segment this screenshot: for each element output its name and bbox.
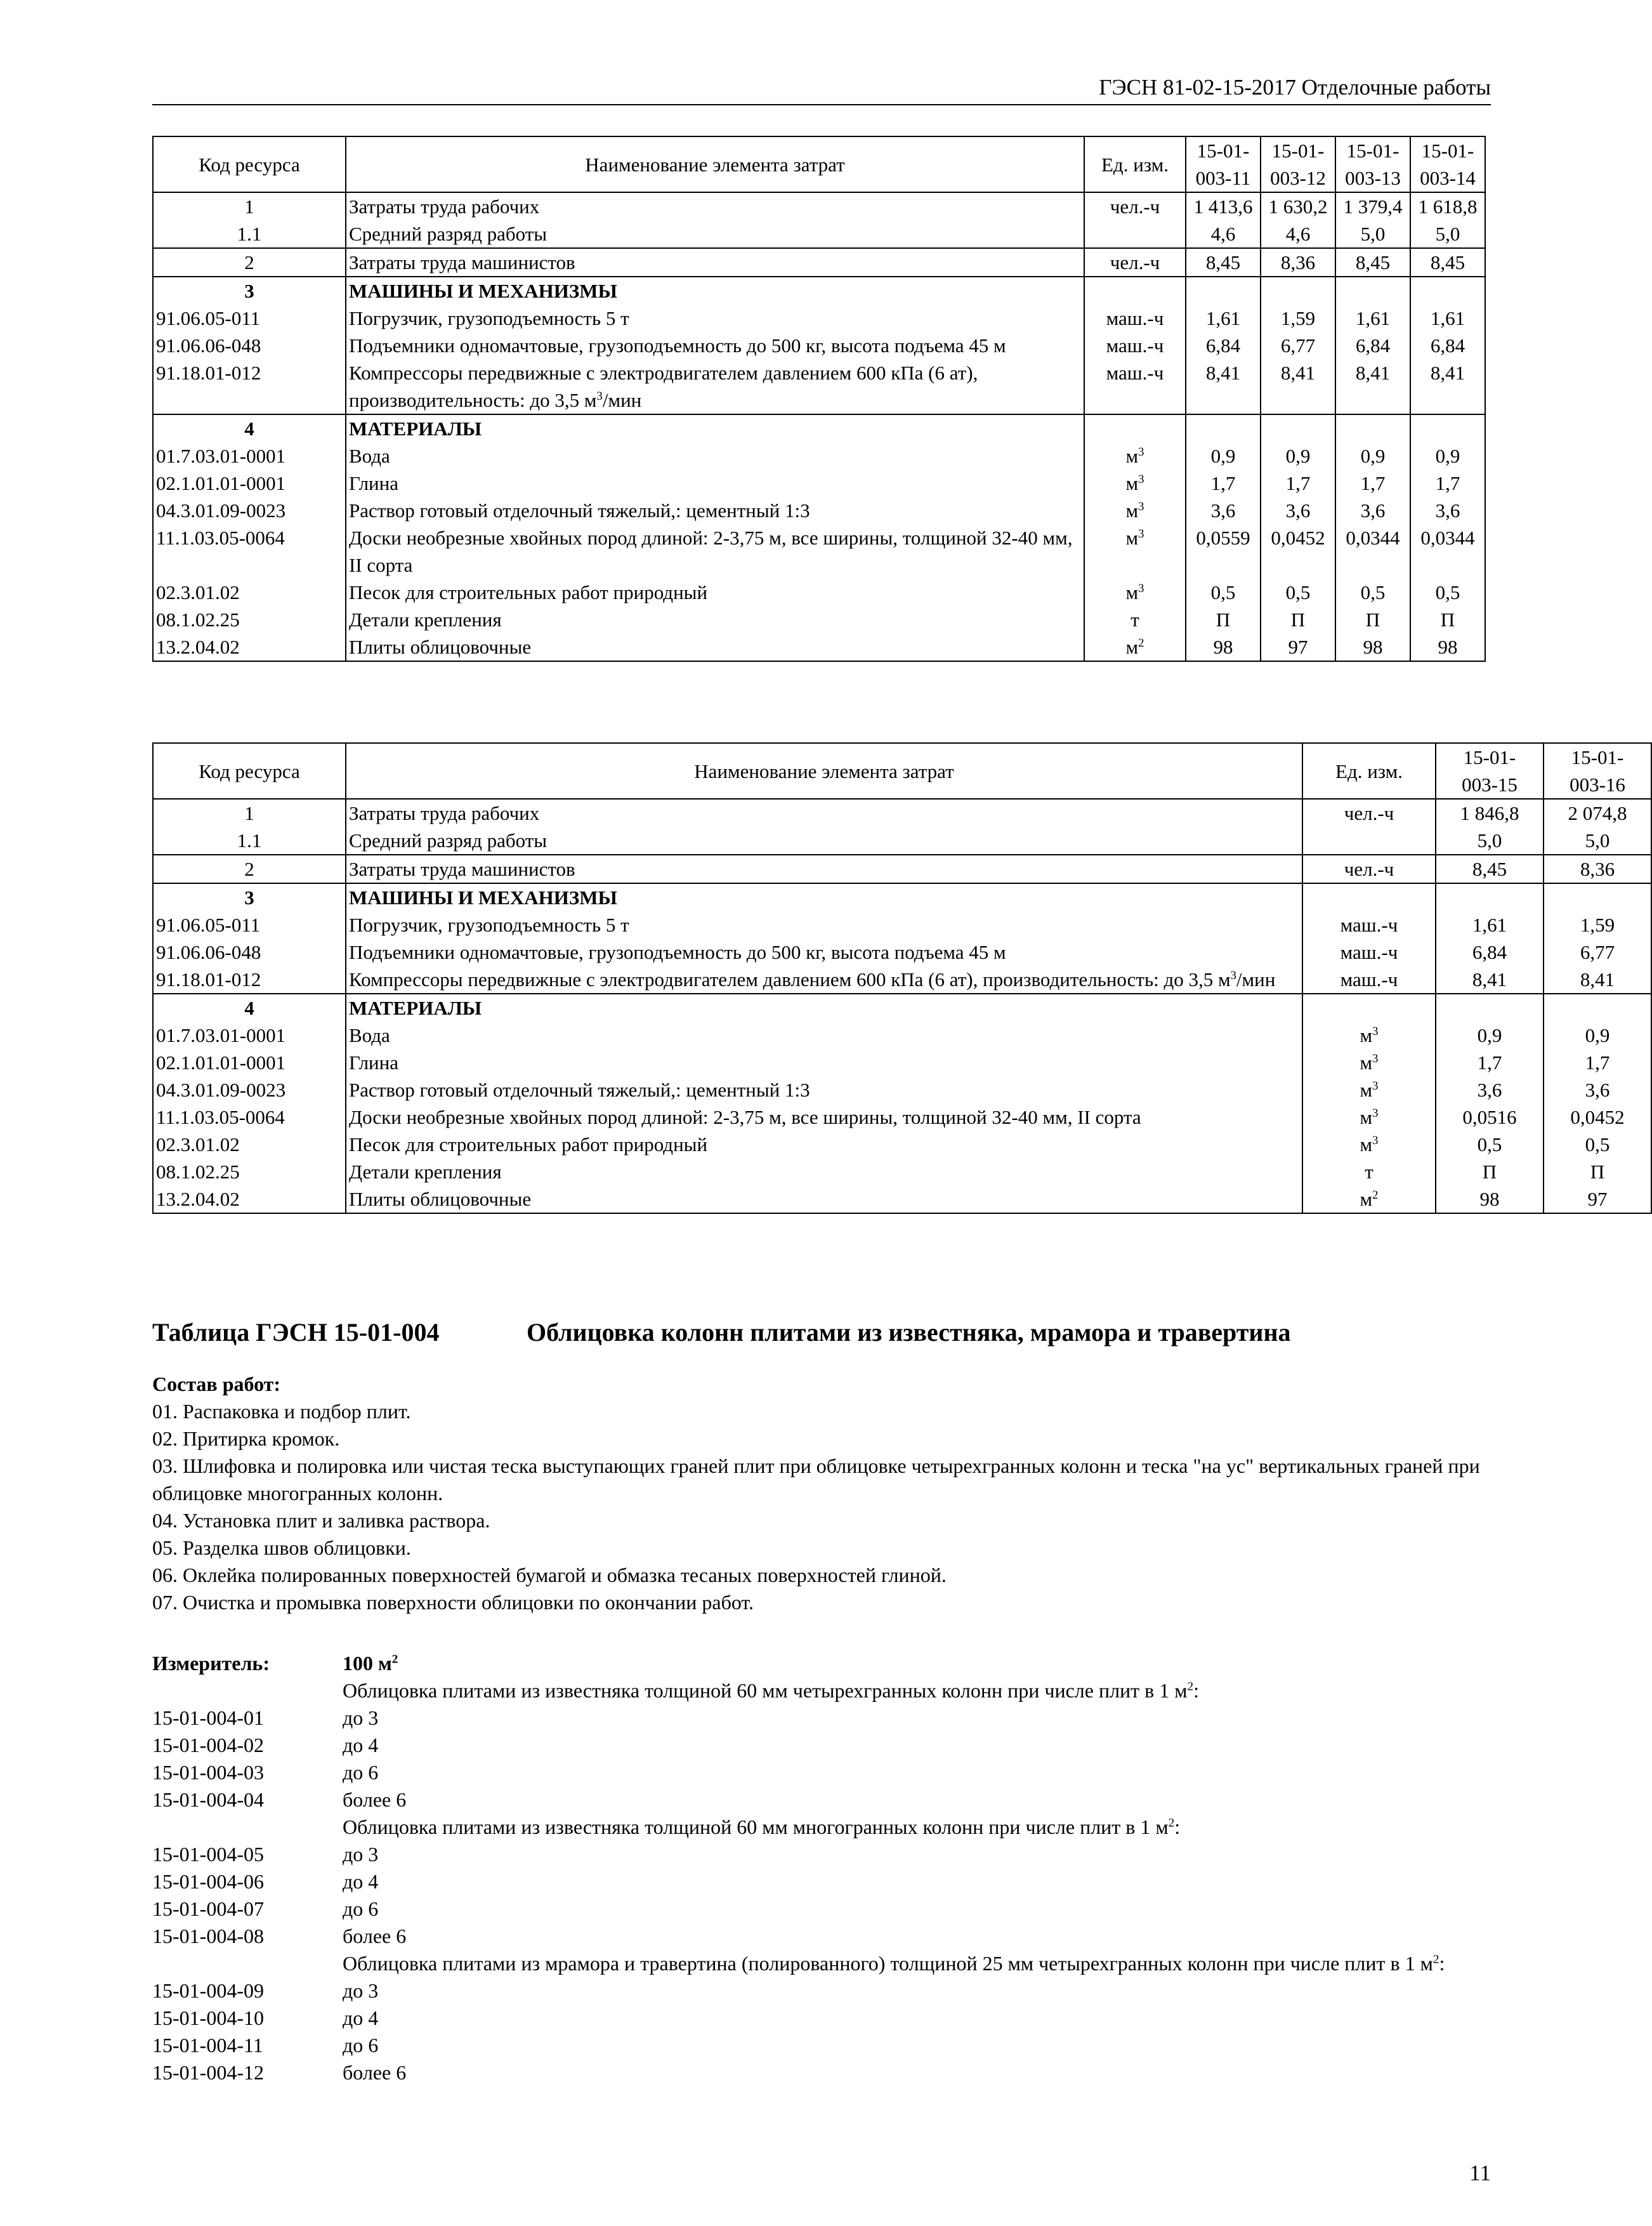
- norm-description: до 3: [343, 1706, 379, 1729]
- resource-unit: маш.-ч: [1302, 911, 1436, 938]
- norm-value: 0,5: [1544, 1131, 1651, 1158]
- resource-name: Затраты труда рабочих: [346, 192, 1084, 220]
- header-col: 15-01- 003-13: [1335, 136, 1410, 192]
- norm-value: 6,84: [1335, 332, 1410, 359]
- table-row: [153, 579, 1485, 606]
- resource-code: 04.3.01.09-0023: [153, 497, 346, 524]
- norm-value: 8,41: [1186, 359, 1261, 414]
- norm-value: 1 413,6: [1186, 192, 1261, 220]
- norm-value: 0,0559: [1186, 524, 1261, 579]
- resource-unit: [1302, 994, 1436, 1022]
- norm-description: Облицовка плитами из известняка толщиной 60 мм четырехгранных колонн при числе плит в 1 $м^2$:: [343, 1679, 1199, 1702]
- table-row: [153, 827, 1651, 855]
- cost-table-2: [152, 742, 1652, 1214]
- table-row: [153, 883, 1651, 911]
- norm-value: 8,36: [1544, 855, 1651, 883]
- resource-code: 02.3.01.02: [153, 1131, 346, 1158]
- norm-code: [152, 1814, 343, 1841]
- norm-code: [152, 1677, 343, 1704]
- resource-code: 01.7.03.01-0001: [153, 442, 346, 470]
- resource-name: Средний разряд работы: [346, 220, 1084, 248]
- resource-unit: т: [1084, 606, 1186, 633]
- resource-code: 04.3.01.09-0023: [153, 1076, 346, 1103]
- norm-description: более 6: [343, 1788, 407, 1811]
- norm-value: 1,7: [1544, 1049, 1651, 1076]
- norm-description: до 4: [343, 1870, 379, 1893]
- measure-label: Измеритель:: [152, 1652, 270, 1675]
- resource-unit: $м^2$: [1084, 633, 1186, 661]
- norm-value: 3,6: [1186, 497, 1261, 524]
- measure-row: [152, 1841, 1491, 1868]
- resource-unit: маш.-ч: [1302, 966, 1436, 994]
- norm-value: 98: [1436, 1185, 1544, 1213]
- table-row: [153, 220, 1485, 248]
- norm-value: 97: [1261, 633, 1335, 661]
- resource-unit: чел.-ч: [1302, 855, 1436, 883]
- measure-row: [152, 1977, 1491, 2005]
- table-row: [153, 192, 1485, 220]
- norm-value: 98: [1186, 633, 1261, 661]
- resource-name: Плиты облицовочные: [346, 1185, 1302, 1213]
- norm-value: 1,61: [1410, 305, 1485, 332]
- resource-unit: $м^3$: [1084, 524, 1186, 579]
- resource-name: Средний разряд работы: [346, 827, 1302, 855]
- table-row: [153, 799, 1651, 827]
- norm-description: до 4: [343, 1734, 379, 1756]
- resource-code: 91.18.01-012: [153, 966, 346, 994]
- norm-description: до 6: [343, 1761, 379, 1784]
- resource-name: Плиты облицовочные: [346, 633, 1084, 661]
- resource-unit: $м^3$: [1302, 1076, 1436, 1103]
- resource-name: Подъемники одномачтовые, грузоподъемность до 500 кг, высота подъема 45 м: [346, 938, 1302, 966]
- header-col: 15-01- 003-15: [1436, 743, 1544, 799]
- norm-value: 8,45: [1410, 248, 1485, 277]
- table-row: [153, 497, 1485, 524]
- norm-value: П: [1186, 606, 1261, 633]
- norm-value: 1 846,8: [1436, 799, 1544, 827]
- header-rule: [152, 104, 1491, 105]
- norm-value: 0,0516: [1436, 1103, 1544, 1131]
- norm-value: [1436, 994, 1544, 1022]
- resource-name: Песок для строительных работ природный: [346, 1131, 1302, 1158]
- header-code: Код ресурса: [153, 743, 346, 799]
- norm-value: 1 379,4: [1335, 192, 1410, 220]
- page-header: ГЭСН 81-02-15-2017 Отделочные работы: [1099, 75, 1491, 100]
- norm-code: 15-01-004-02: [152, 1734, 264, 1756]
- resource-name: МАТЕРИАЛЫ: [346, 994, 1302, 1022]
- resource-unit: $м^3$: [1084, 442, 1186, 470]
- table-row: [153, 414, 1485, 442]
- section-title: [152, 1317, 1491, 1348]
- resource-unit: [1302, 883, 1436, 911]
- norm-value: 0,5: [1410, 579, 1485, 606]
- norm-value: [1186, 414, 1261, 442]
- resource-code: 4: [153, 414, 346, 442]
- norm-code: [152, 1950, 343, 1977]
- norm-value: 6,84: [1410, 332, 1485, 359]
- header-unit: Ед. изм.: [1084, 136, 1186, 192]
- resource-name: Затраты труда рабочих: [346, 799, 1302, 827]
- resource-code: 4: [153, 994, 346, 1022]
- measure-row: [152, 1759, 1491, 1786]
- norm-description: до 4: [343, 2006, 379, 2029]
- works-list: [152, 1398, 1491, 1616]
- measure-row: [152, 1895, 1491, 1923]
- norm-value: П: [1544, 1158, 1651, 1185]
- resource-code: 1: [153, 799, 346, 827]
- norm-value: 3,6: [1335, 497, 1410, 524]
- norm-value: 0,0452: [1544, 1103, 1651, 1131]
- norm-value: [1261, 414, 1335, 442]
- resource-code: 91.06.05-011: [153, 911, 346, 938]
- norm-description: до 3: [343, 1979, 379, 2002]
- measure-row: [152, 1868, 1491, 1895]
- resource-name: Глина: [346, 470, 1084, 497]
- work-item: 07. Очистка и промывка поверхности облицовки по окончании работ.: [152, 1591, 754, 1614]
- table-row: [153, 1158, 1651, 1185]
- norm-value: 97: [1544, 1185, 1651, 1213]
- norm-value: 3,6: [1544, 1076, 1651, 1103]
- norm-code: 15-01-004-07: [152, 1897, 264, 1920]
- header-col: 15-01- 003-11: [1186, 136, 1261, 192]
- resource-unit: т: [1302, 1158, 1436, 1185]
- norm-value: 3,6: [1410, 497, 1485, 524]
- header-col: 15-01- 003-16: [1544, 743, 1651, 799]
- measure-row: [152, 1923, 1491, 1950]
- norm-value: П: [1335, 606, 1410, 633]
- norm-value: 0,0344: [1335, 524, 1410, 579]
- norm-value: 0,0452: [1261, 524, 1335, 579]
- measure-row: [152, 2005, 1491, 2032]
- norm-value: 0,5: [1436, 1131, 1544, 1158]
- norm-description: до 3: [343, 1843, 379, 1866]
- resource-unit: $м^2$: [1302, 1185, 1436, 1213]
- norm-value: 1,61: [1436, 911, 1544, 938]
- resource-code: 2: [153, 248, 346, 277]
- resource-name: МАШИНЫ И МЕХАНИЗМЫ: [346, 883, 1302, 911]
- resource-unit: чел.-ч: [1302, 799, 1436, 827]
- table-number: Таблица ГЭСН 15-01-004: [152, 1318, 440, 1347]
- resource-name: Детали крепления: [346, 1158, 1302, 1185]
- norm-value: [1335, 277, 1410, 305]
- resource-name: Затраты труда машинистов: [346, 855, 1302, 883]
- resource-code: 1.1: [153, 220, 346, 248]
- norm-value: 8,41: [1410, 359, 1485, 414]
- resource-name: МАШИНЫ И МЕХАНИЗМЫ: [346, 277, 1084, 305]
- norm-value: 0,0344: [1410, 524, 1485, 579]
- table-row: [153, 359, 1485, 414]
- resource-name: МАТЕРИАЛЫ: [346, 414, 1084, 442]
- norm-code: 15-01-004-01: [152, 1706, 264, 1729]
- table-title: Облицовка колонн плитами из известняка, мрамора и травертина: [527, 1318, 1291, 1347]
- resource-code: 11.1.03.05-0064: [153, 1103, 346, 1131]
- resource-unit: $м^3$: [1302, 1049, 1436, 1076]
- norm-value: 8,41: [1544, 966, 1651, 994]
- measure-row: [152, 2032, 1491, 2059]
- norm-value: 8,45: [1335, 248, 1410, 277]
- measure-row: [152, 1677, 1491, 1704]
- table-row: [153, 1049, 1651, 1076]
- resource-unit: $м^3$: [1302, 1131, 1436, 1158]
- norm-value: 1,59: [1544, 911, 1651, 938]
- header-name: Наименование элемента затрат: [346, 743, 1302, 799]
- resource-unit: [1084, 220, 1186, 248]
- norm-code: 15-01-004-04: [152, 1788, 264, 1811]
- norm-value: 1,7: [1335, 470, 1410, 497]
- table-row: [153, 305, 1485, 332]
- table-row: [153, 911, 1651, 938]
- table-row: [153, 277, 1485, 305]
- norm-code: 15-01-004-12: [152, 2061, 264, 2084]
- resource-unit: маш.-ч: [1084, 332, 1186, 359]
- resource-code: 91.06.06-048: [153, 938, 346, 966]
- resource-unit: $м^3$: [1302, 1103, 1436, 1131]
- norm-value: 0,9: [1436, 1022, 1544, 1049]
- norm-value: 1 630,2: [1261, 192, 1335, 220]
- resource-code: 02.1.01.01-0001: [153, 1049, 346, 1076]
- norm-description: до 6: [343, 1897, 379, 1920]
- norm-value: 5,0: [1436, 827, 1544, 855]
- measure-header: [152, 1650, 1491, 1677]
- norm-value: 2 074,8: [1544, 799, 1651, 827]
- norm-value: 1,7: [1186, 470, 1261, 497]
- resource-code: 3: [153, 277, 346, 305]
- table-row: [153, 994, 1651, 1022]
- norm-code: 15-01-004-08: [152, 1925, 264, 1947]
- header-code: Код ресурса: [153, 136, 346, 192]
- table-row: [153, 855, 1651, 883]
- resource-name: Доски необрезные хвойных пород длиной: 2-3,75 м, все ширины, толщиной 32-40 мм, II сорта: [346, 1103, 1302, 1131]
- norm-value: [1544, 994, 1651, 1022]
- norm-value: 0,5: [1335, 579, 1410, 606]
- works-label: Состав работ:: [152, 1373, 281, 1395]
- norm-value: 0,5: [1186, 579, 1261, 606]
- norm-code: 15-01-004-03: [152, 1761, 264, 1784]
- measure-block: [152, 1650, 1491, 2086]
- resource-name: Раствор готовый отделочный тяжелый,: цементный 1:3: [346, 1076, 1302, 1103]
- resource-name: Погрузчик, грузоподъемность 5 т: [346, 305, 1084, 332]
- norm-value: 0,9: [1544, 1022, 1651, 1049]
- resource-code: 1: [153, 192, 346, 220]
- table-row: [153, 633, 1485, 661]
- measure-row: [152, 1950, 1491, 1977]
- table-header-row: [153, 743, 1651, 799]
- cost-table-1: [152, 136, 1486, 662]
- norm-description: до 6: [343, 2034, 379, 2057]
- norm-value: 6,77: [1261, 332, 1335, 359]
- table-row: [153, 1022, 1651, 1049]
- resource-code: 08.1.02.25: [153, 1158, 346, 1185]
- norm-description: более 6: [343, 2061, 407, 2084]
- norm-value: 1,7: [1261, 470, 1335, 497]
- norm-value: 0,9: [1261, 442, 1335, 470]
- measure-row: [152, 1814, 1491, 1841]
- norm-value: 8,45: [1436, 855, 1544, 883]
- resource-code: 02.3.01.02: [153, 579, 346, 606]
- resource-code: 3: [153, 883, 346, 911]
- header-unit: Ед. изм.: [1302, 743, 1436, 799]
- resource-unit: чел.-ч: [1084, 192, 1186, 220]
- header-col: 15-01- 003-14: [1410, 136, 1485, 192]
- works-block: [152, 1371, 1491, 1616]
- measure-row: [152, 1786, 1491, 1814]
- norm-value: 8,36: [1261, 248, 1335, 277]
- norm-value: 3,6: [1261, 497, 1335, 524]
- resource-name: Вода: [346, 1022, 1302, 1049]
- table-row: [153, 1103, 1651, 1131]
- resource-code: 01.7.03.01-0001: [153, 1022, 346, 1049]
- table-row: [153, 606, 1485, 633]
- resource-unit: [1084, 277, 1186, 305]
- norm-value: 6,77: [1544, 938, 1651, 966]
- table-header-row: [153, 136, 1485, 192]
- resource-unit: $м^3$: [1084, 470, 1186, 497]
- resource-code: 08.1.02.25: [153, 606, 346, 633]
- norm-value: 0,5: [1261, 579, 1335, 606]
- norm-value: 6,84: [1186, 332, 1261, 359]
- resource-unit: [1084, 414, 1186, 442]
- resource-unit: маш.-ч: [1302, 938, 1436, 966]
- resource-name: Подъемники одномачтовые, грузоподъемность до 500 кг, высота подъема 45 м: [346, 332, 1084, 359]
- norm-value: [1186, 277, 1261, 305]
- measure-row: [152, 1704, 1491, 1732]
- norm-value: 98: [1335, 633, 1410, 661]
- table-row: [153, 938, 1651, 966]
- work-item: 02. Притирка кромок.: [152, 1427, 340, 1450]
- norm-value: 1,59: [1261, 305, 1335, 332]
- work-item: 01. Распаковка и подбор плит.: [152, 1400, 411, 1423]
- page-number: 11: [1469, 2161, 1491, 2185]
- norm-value: [1261, 277, 1335, 305]
- resource-unit: $м^3$: [1084, 497, 1186, 524]
- norm-value: 1,7: [1410, 470, 1485, 497]
- norm-value: 5,0: [1544, 827, 1651, 855]
- norm-value: 8,41: [1436, 966, 1544, 994]
- resource-name: Песок для строительных работ природный: [346, 579, 1084, 606]
- norm-code: 15-01-004-05: [152, 1843, 264, 1866]
- norm-code: 15-01-004-09: [152, 1979, 264, 2002]
- work-item: 04. Установка плит и заливка раствора.: [152, 1509, 490, 1532]
- measure-rows: [152, 1677, 1491, 2086]
- norm-description: Облицовка плитами из известняка толщиной 60 мм многогранных колонн при числе плит в 1 $м^2$:: [343, 1815, 1181, 1838]
- norm-value: П: [1436, 1158, 1544, 1185]
- norm-value: 5,0: [1410, 220, 1485, 248]
- resource-name: Компрессоры передвижные с электродвигателем давлением 600 кПа (6 ат), производительность: до 3,5 $м^3$/мин: [346, 966, 1302, 994]
- resource-code: 2: [153, 855, 346, 883]
- norm-value: 4,6: [1261, 220, 1335, 248]
- norm-value: [1410, 277, 1485, 305]
- resource-unit: чел.-ч: [1084, 248, 1186, 277]
- resource-name: Вода: [346, 442, 1084, 470]
- table-row: [153, 470, 1485, 497]
- resource-unit: $м^3$: [1302, 1022, 1436, 1049]
- norm-code: 15-01-004-10: [152, 2006, 264, 2029]
- norm-value: 0,9: [1410, 442, 1485, 470]
- resource-code: 13.2.04.02: [153, 633, 346, 661]
- resource-name: Доски необрезные хвойных пород длиной: 2-3,75 м, все ширины, толщиной 32-40 мм, II сорта: [346, 524, 1084, 579]
- norm-value: 1 618,8: [1410, 192, 1485, 220]
- measure-value: 100 $м^2$: [343, 1652, 398, 1675]
- norm-value: 5,0: [1335, 220, 1410, 248]
- norm-value: 1,61: [1186, 305, 1261, 332]
- resource-unit: маш.-ч: [1084, 359, 1186, 414]
- norm-value: 6,84: [1436, 938, 1544, 966]
- table-row: [153, 1185, 1651, 1213]
- work-item: 03. Шлифовка и полировка или чистая теска выступающих граней плит при облицовке четырехгранных колонн и теска "на ус" вертикальных граней при облицовке многогранных колонн.: [152, 1454, 1480, 1505]
- norm-value: 4,6: [1186, 220, 1261, 248]
- norm-value: 0,9: [1186, 442, 1261, 470]
- work-item: 05. Разделка швов облицовки.: [152, 1536, 411, 1559]
- norm-value: 8,41: [1261, 359, 1335, 414]
- header-col: 15-01- 003-12: [1261, 136, 1335, 192]
- norm-value: П: [1261, 606, 1335, 633]
- norm-code: 15-01-004-06: [152, 1870, 264, 1893]
- resource-unit: $м^3$: [1084, 579, 1186, 606]
- norm-value: 1,61: [1335, 305, 1410, 332]
- resource-name: Детали крепления: [346, 606, 1084, 633]
- norm-value: [1544, 883, 1651, 911]
- norm-value: П: [1410, 606, 1485, 633]
- header-name: Наименование элемента затрат: [346, 136, 1084, 192]
- resource-name: Глина: [346, 1049, 1302, 1076]
- norm-value: [1410, 414, 1485, 442]
- resource-code: 02.1.01.01-0001: [153, 470, 346, 497]
- table-row: [153, 1131, 1651, 1158]
- norm-code: 15-01-004-11: [152, 2034, 263, 2057]
- table-row: [153, 524, 1485, 579]
- resource-code: 91.18.01-012: [153, 359, 346, 414]
- resource-name: Компрессоры передвижные с электродвигателем давлением 600 кПа (6 ат), производительность: до 3,5 $м^3$/мин: [346, 359, 1084, 414]
- table-row: [153, 332, 1485, 359]
- norm-value: [1436, 883, 1544, 911]
- work-item: 06. Оклейка полированных поверхностей бумагой и обмазка тесаных поверхностей глиной.: [152, 1564, 947, 1586]
- resource-code: 1.1: [153, 827, 346, 855]
- resource-code: 91.06.05-011: [153, 305, 346, 332]
- resource-unit: маш.-ч: [1084, 305, 1186, 332]
- norm-value: 3,6: [1436, 1076, 1544, 1103]
- resource-unit: [1302, 827, 1436, 855]
- table-row: [153, 442, 1485, 470]
- norm-description: Облицовка плитами из мрамора и травертина (полированного) толщиной 25 мм четырехгранных колонн при числе плит в 1 $м^2$:: [343, 1952, 1445, 1975]
- resource-name: Раствор готовый отделочный тяжелый,: цементный 1:3: [346, 497, 1084, 524]
- resource-name: Затраты труда машинистов: [346, 248, 1084, 277]
- resource-code: 13.2.04.02: [153, 1185, 346, 1213]
- norm-value: 8,45: [1186, 248, 1261, 277]
- measure-row: [152, 2059, 1491, 2086]
- table-row: [153, 966, 1651, 994]
- resource-name: Погрузчик, грузоподъемность 5 т: [346, 911, 1302, 938]
- measure-row: [152, 1732, 1491, 1759]
- norm-value: 1,7: [1436, 1049, 1544, 1076]
- norm-description: более 6: [343, 1925, 407, 1947]
- norm-value: 8,41: [1335, 359, 1410, 414]
- resource-code: 11.1.03.05-0064: [153, 524, 346, 579]
- table-row: [153, 248, 1485, 277]
- norm-value: [1335, 414, 1410, 442]
- table-row: [153, 1076, 1651, 1103]
- norm-value: 98: [1410, 633, 1485, 661]
- resource-code: 91.06.06-048: [153, 332, 346, 359]
- norm-value: 0,9: [1335, 442, 1410, 470]
